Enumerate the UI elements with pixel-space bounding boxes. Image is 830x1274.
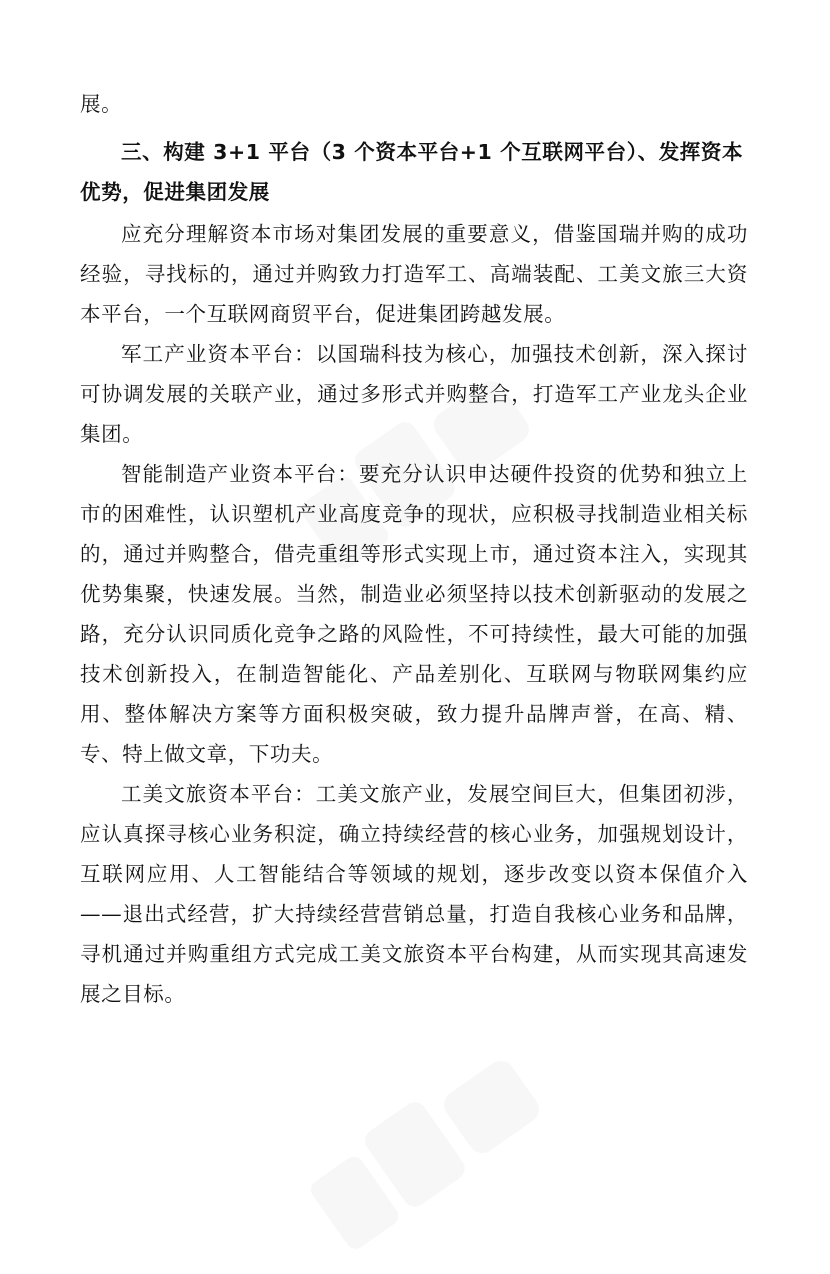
paragraph-continuation: 展。 xyxy=(80,92,123,116)
paragraph-craft-culture-tourism-platform: 工美文旅资本平台：工美文旅产业，发展空间巨大，但集团初涉，应认真探寻核心业务积淀，确立持续经营的核心业务，加强规划设计，互联网应用、人工智能结合等领域的规划，逐步改变以资本保值介入——退出式经营，扩大持续经营营销总量，打造自我核心业务和品牌，寻机通过并购重组方式完成工美文旅资本平台构建，从而实现其高速发展之目标。 xyxy=(80,782,748,1006)
section-heading: 三、构建 3+1 平台（3 个资本平台+1 个互联网平台）、发挥资本优势，促进集团发展 xyxy=(80,140,744,204)
paragraph-intro: 应充分理解资本市场对集团发展的重要意义，借鉴国瑞并购的成功经验，寻找标的，通过并购致力打造军工、高端装配、工美文旅三大资本平台，一个互联网商贸平台，促进集团跨越发展。 xyxy=(80,222,748,326)
watermark-logo-icon xyxy=(289,1026,571,1273)
paragraph-smart-manufacturing-platform: 智能制造产业资本平台：要充分认识申达硬件投资的优势和独立上市的困难性，认识塑机产业高度竞争的现状，应积极寻找制造业相关标的，通过并购整合，借壳重组等形式实现上市，通过资本注入，实现其优势集聚，快速发展。当然，制造业必须坚持以技术创新驱动的发展之路，充分认识同质化竞争之路的风险性，不可持续性，最大可能的加强技术创新投入，在制造智能化、产品差别化、互联网与物联网集约应用、整体解决方案等方面积极突破，致力提升品牌声誉，在高、精、专、特上做文章，下功夫。 xyxy=(80,462,748,766)
paragraph-military-platform: 军工产业资本平台：以国瑞科技为核心，加强技术创新，深入探讨可协调发展的关联产业，通过多形式并购整合，打造军工产业龙头企业集团。 xyxy=(80,342,748,446)
document-body xyxy=(80,84,748,1014)
